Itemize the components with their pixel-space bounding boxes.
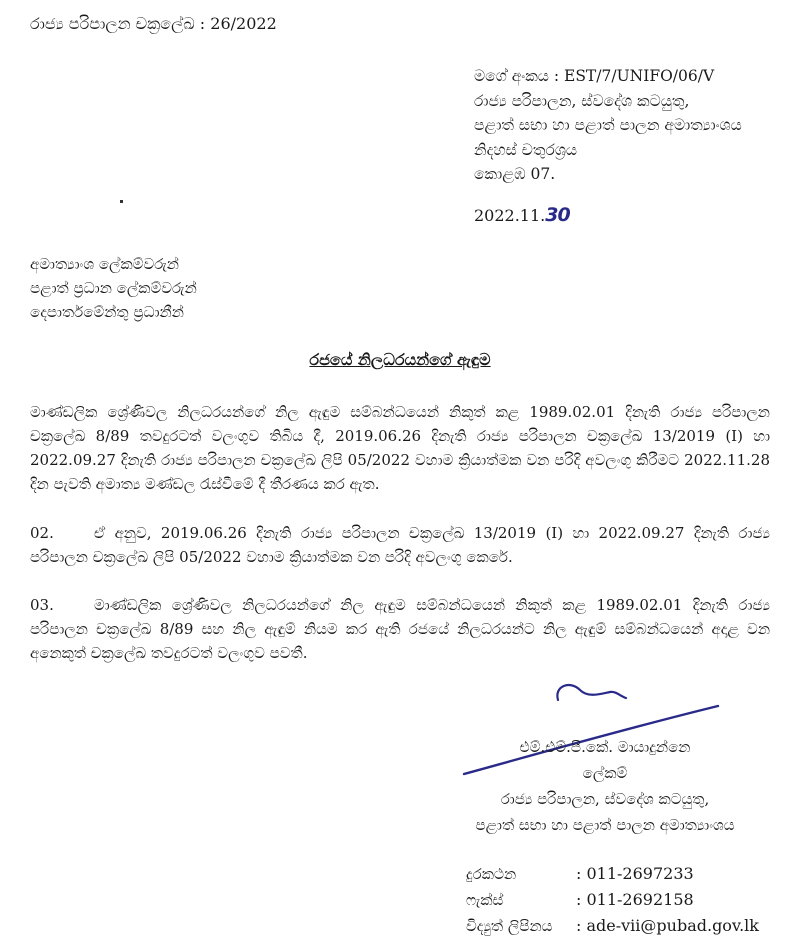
recipient-line: දෙපාර්තමේන්තු ප්‍රධානීන් (30, 303, 184, 321)
paragraph-number: 03. (30, 596, 54, 614)
date-handwritten-day: 30 (545, 204, 570, 226)
paragraph-2 (30, 521, 770, 569)
signatory-name: එම්.එම්.පී.කේ. මායාදුන්නෙ (519, 738, 691, 756)
paragraph-1: මාණ්ඩලික ශ්‍රේණිවල නිලධරයන්ගේ නිල ඇඳුම සම්බන්ධයෙන් නිකුත් කළ 1989.02.01 දිනැති රාජ්‍ය පරිපාලන චක්‍රලේඛ 8/89 තවදුරටත් වලංගුව තිබිය දී, 2019.06.26 දිනැති රාජ්‍ය පරිපාලන චක්‍රලේඛ 13/2019 (I) හා 2022.09.27 දිනැති රාජ්‍ය පරිපාලන චක්‍රලේඛ ලිපි 05/2022 වහාම ක්‍රියාත්මක වන පරිදි අවලංගු කිරීමට 2022.11.28 දින පැවති අමාත්‍ය මණ්ඩල රැස්වීමේ දී තීරණය කර ඇත. (30, 403, 770, 493)
paragraph-3 (30, 593, 770, 665)
sender-line-1: රාජ්‍ය පරිපාලන, ස්වදේශ කටයුතු, (474, 91, 690, 110)
contact-phone (466, 864, 694, 883)
recipient-line: පළාත් ප්‍රධාන ලේකම්වරුන් (30, 279, 197, 297)
sender-line-2: පළාත් සභා හා පළාත් පාලන අමාත්‍යාංශය (474, 116, 742, 134)
signatory-ministry-line-1: රාජ්‍ය පරිපාලන, ස්වදේශ කටයුතු, (500, 790, 710, 808)
signatory-ministry-line-2: පළාත් සභා හා පළාත් පාලන අමාත්‍යාංශය (475, 816, 735, 834)
signatory-title: ලේකම් (582, 764, 628, 782)
sender-address-block (474, 64, 742, 187)
paragraph-text: මාණ්ඩලික ශ්‍රේණිවල නිලධරයන්ගේ නිල ඇඳුම සම්බන්ධයෙන් නිකුත් කළ 1989.02.01 දිනැති රාජ්‍ය පරිපාලන චක්‍රලේඛ 8/89 සහ නිල ඇඳුම් නියම කර ඇති රජයේ නිලධරයන්ට නිල ඇඳුම් සම්බන්ධයෙන් අදාළ වන අනෙකුත් චක්‍රලේඛ තවදුරටත් වලංගුව පවතී. (30, 596, 770, 662)
date-printed: 2022.11. (474, 206, 546, 225)
contact-email (466, 916, 759, 935)
fax-value: : 011-2692158 (576, 890, 694, 909)
phone-label: දුරකථන (466, 865, 517, 883)
contact-fax (466, 890, 694, 909)
email-label: විද්‍යුත් ලිපිනය (466, 917, 553, 935)
circular-number: රාජ්‍ය පරිපාලන චක්‍රලේඛ : 26/2022 (30, 14, 277, 33)
paragraph-number: 02. (30, 524, 54, 542)
letter-date (474, 204, 570, 226)
email-value: : ade-vii@pubad.gov.lk (576, 916, 759, 935)
sender-reference: මගේ අංකය : EST/7/UNIFO/06/V (474, 67, 715, 85)
phone-value: : 011-2697233 (576, 864, 694, 883)
sender-line-3: නිදහස් චතුරශ්‍රය (474, 140, 578, 159)
recipient-line: අමාත්‍යාංශ ලේකම්වරුන් (30, 255, 179, 273)
subject-heading: රජයේ නිලධරයන්ගේ ඇඳුම (309, 350, 491, 369)
paragraph-text: ඒ අනුව, 2019.06.26 දිනැති රාජ්‍ය පරිපාලන චක්‍රලේඛ 13/2019 (I) හා 2022.09.27 දිනැති රාජ්‍ය පරිපාලන චක්‍රලේඛ ලිපි 05/2022 වහාම ක්‍රියාත්මක වන පරිදි අවලංගු කෙරේ. (30, 524, 770, 566)
sender-line-4: කොළඹ 07. (474, 165, 556, 183)
fax-label: ෆැක්ස් (466, 891, 504, 909)
recipients-block (30, 252, 197, 324)
scan-speck (120, 200, 123, 203)
